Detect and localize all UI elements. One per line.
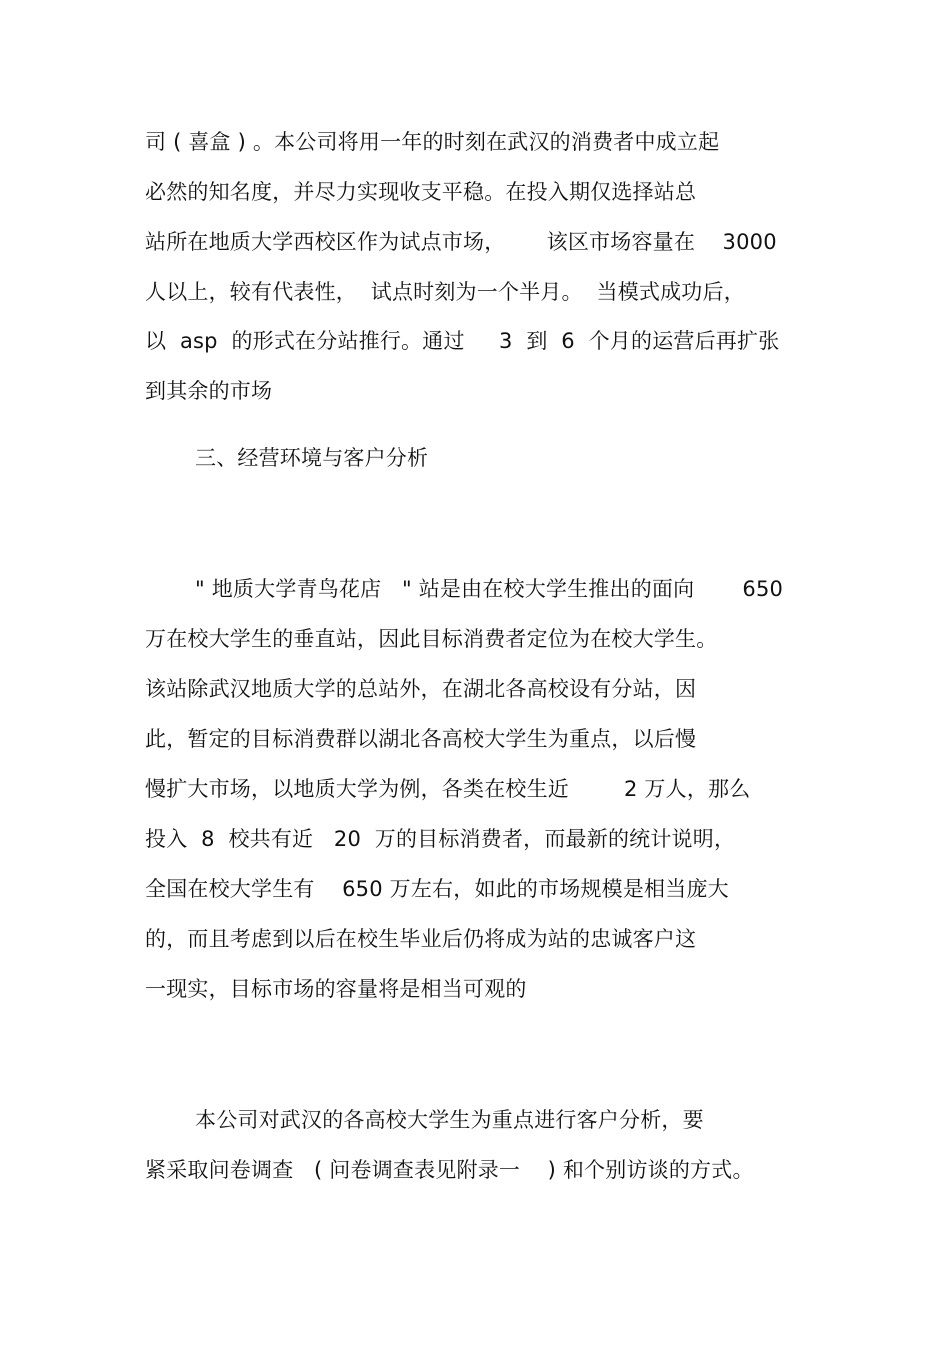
text-line: " 地质大学青鸟花店 " 站是由在校大学生推出的面向 650 (195, 577, 784, 601)
text-line: 以 asp 的形式在分站推行。通过 3 到 6 个月的运营后再扩张 (145, 329, 780, 353)
text-line: 该站除武汉地质大学的总站外，在湖北各高校设有分站，因 (145, 677, 697, 701)
text-line: 全国在校大学生有 650 万左右，如此的市场规模是相当庞大 (145, 877, 729, 901)
text-line: 的，而且考虑到以后在校生毕业后仍将成为站的忠诚客户这 (145, 927, 697, 951)
text-line: 万在校大学生的垂直站，因此目标消费者定位为在校大学生。 (145, 627, 718, 651)
text-line: 慢扩大市场，以地质大学为例，各类在校生近 2 万人，那么 (145, 777, 751, 801)
text-line: 此，暂定的目标消费群以湖北各高校大学生为重点，以后慢 (145, 727, 697, 751)
text-line: 到其余的市场 (145, 379, 273, 403)
section-heading: 三、经营环境与客户分析 (195, 446, 429, 470)
text-line: 站所在地质大学西校区作为试点市场， 该区市场容量在 3000 (145, 230, 777, 254)
text-line: 紧采取问卷调查 ( 问卷调查表见附录一 ) 和个别访谈的方式。 (145, 1158, 754, 1182)
text-line: 人以上，较有代表性， 试点时刻为一个半月。 当模式成功后， (145, 280, 745, 304)
text-line: 一现实，目标市场的容量将是相当可观的 (145, 977, 527, 1001)
text-line: 本公司对武汉的各高校大学生为重点进行客户分析，要 (195, 1108, 704, 1132)
text-line: 投入 8 校共有近 20 万的目标消费者，而最新的统计说明， (145, 827, 736, 851)
text-line: 必然的知名度，并尽力实现收支平稳。在投入期仅选择站总 (145, 180, 697, 204)
text-line: 司 ( 喜盒 ) 。本公司将用一年的时刻在武汉的消费者中成立起 (145, 130, 720, 154)
